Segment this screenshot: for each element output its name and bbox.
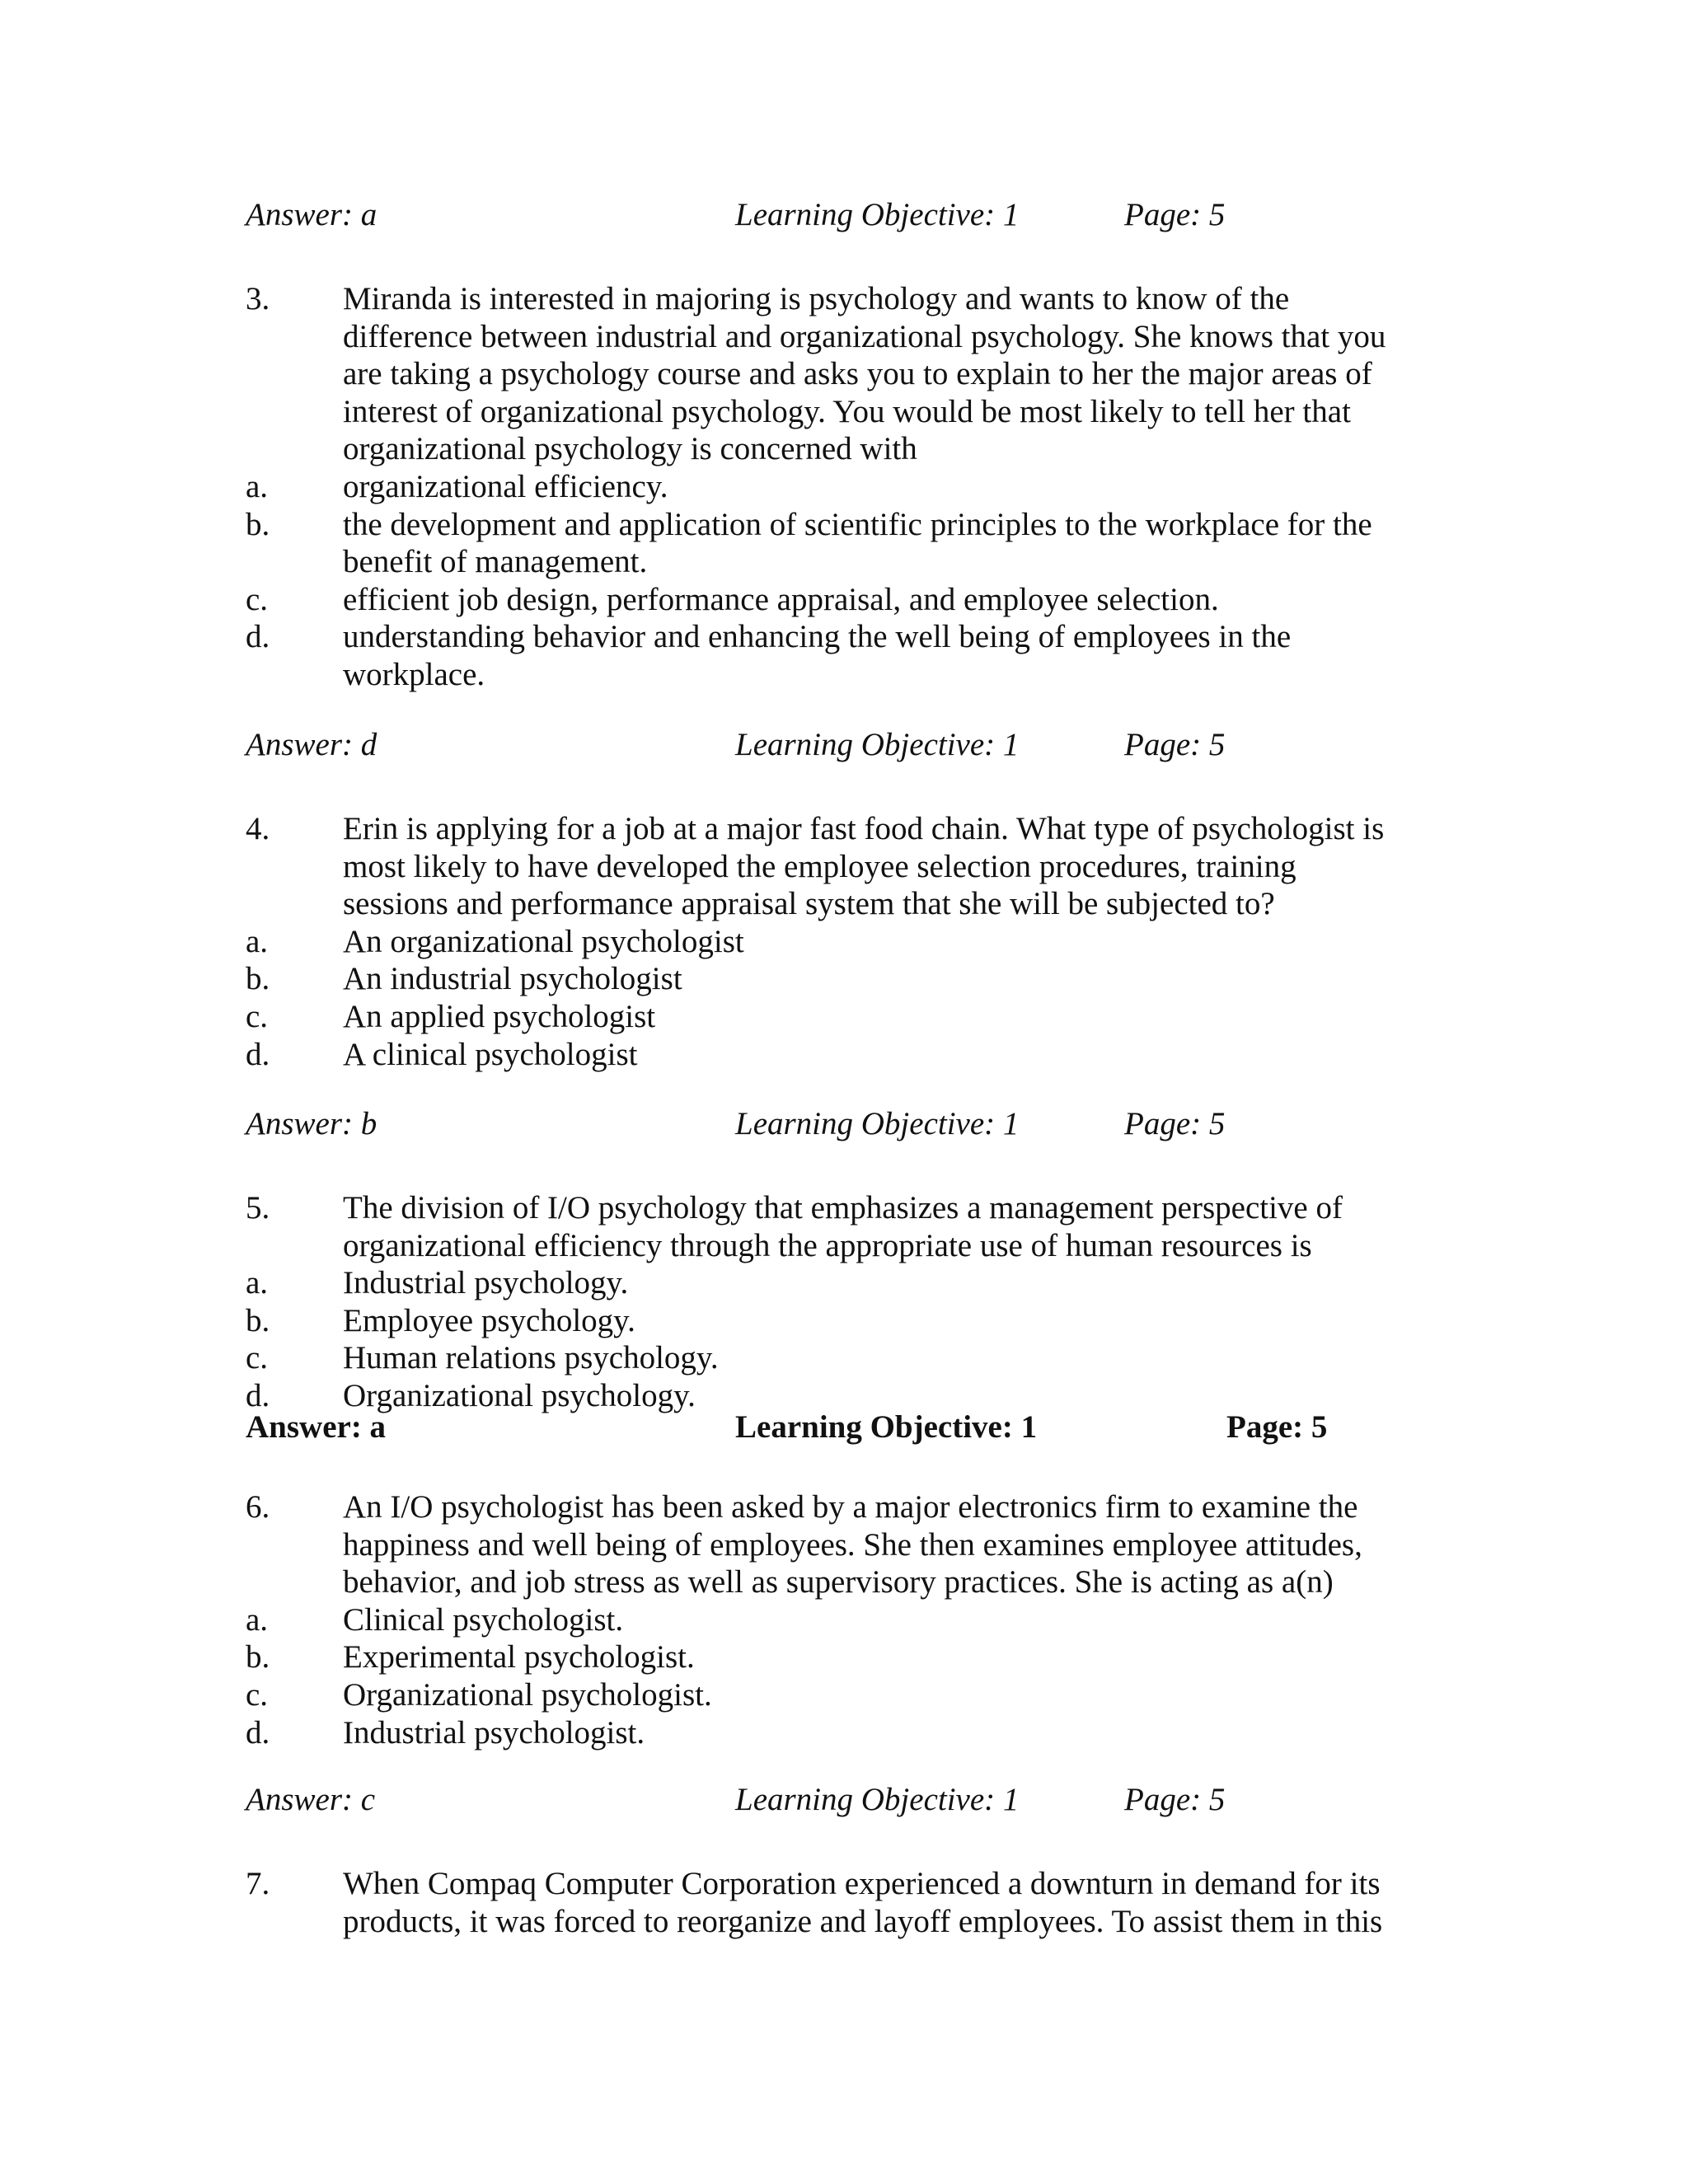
option-letter: d. [246, 1036, 270, 1072]
option-a [246, 1264, 1441, 1302]
option-text: Organizational psychology. [343, 1377, 696, 1413]
learning-objective-label: Learning Objective: 1 [735, 1782, 1020, 1817]
option-d [246, 1036, 1441, 1074]
answer-line [246, 1781, 1416, 1824]
answer-line-bold [246, 1408, 1416, 1451]
answer-line [246, 1105, 1416, 1148]
question-line: organizational psychology is concerned with [343, 431, 917, 467]
question-4 [246, 810, 1441, 1073]
option-letter: d. [246, 1714, 270, 1750]
question-line: When Compaq Computer Corporation experienced a downturn in demand for its [343, 1866, 1381, 1901]
question-line: An I/O psychologist has been asked by a major electronics firm to examine the [343, 1489, 1358, 1525]
question-number: 4. [246, 811, 270, 846]
question-stem [246, 1488, 1441, 1601]
learning-objective-label: Learning Objective: 1 [735, 727, 1020, 762]
answer-label: Answer: a [246, 1409, 387, 1445]
option-text: Human relations psychology. [343, 1340, 719, 1376]
option-b [246, 960, 1441, 998]
option-d [246, 1714, 1441, 1752]
option-text: workplace. [343, 656, 485, 692]
page-reference-label: Page: 5 [1124, 197, 1226, 232]
question-stem [246, 1189, 1441, 1264]
option-a [246, 923, 1441, 961]
option-letter: b. [246, 961, 270, 997]
option-b [246, 1302, 1441, 1340]
option-text: An organizational psychologist [343, 923, 744, 959]
option-c [246, 1339, 1441, 1377]
option-text: organizational efficiency. [343, 468, 668, 504]
learning-objective-label: Learning Objective: 1 [735, 1409, 1038, 1445]
option-b [246, 506, 1441, 581]
question-stem [246, 1865, 1441, 1940]
option-b [246, 1638, 1441, 1676]
page-reference-label: Page: 5 [1124, 1782, 1226, 1817]
option-d [246, 618, 1441, 693]
option-c [246, 581, 1441, 619]
page-reference-label: Page: 5 [1226, 1409, 1328, 1445]
question-line: happiness and well being of employees. She then examines employee attitudes, [343, 1526, 1362, 1563]
question-line: are taking a psychology course and asks you to explain to her the major areas of [343, 356, 1372, 392]
option-text: An industrial psychologist [343, 961, 682, 997]
question-line: Miranda is interested in majoring is psychology and wants to know of the [343, 281, 1290, 316]
question-number: 5. [246, 1190, 270, 1226]
option-text: Experimental psychologist. [343, 1639, 695, 1675]
learning-objective-label: Learning Objective: 1 [735, 1106, 1020, 1141]
learning-objective-label: Learning Objective: 1 [735, 197, 1020, 232]
answer-line [246, 726, 1416, 769]
question-line: interest of organizational psychology. You would be most likely to tell her that [343, 393, 1351, 429]
option-letter: a. [246, 468, 269, 504]
question-7 [246, 1865, 1441, 1940]
option-letter: b. [246, 1639, 270, 1675]
option-a [246, 1601, 1441, 1639]
option-c [246, 998, 1441, 1036]
option-text: Industrial psychologist. [343, 1714, 645, 1750]
question-line: behavior, and job stress as well as supervisory practices. She is acting as a(n) [343, 1564, 1334, 1601]
answer-line [246, 196, 1416, 239]
question-number: 3. [246, 281, 270, 316]
question-number: 6. [246, 1489, 270, 1525]
option-letter: d. [246, 1377, 270, 1413]
option-letter: a. [246, 1265, 269, 1301]
question-line: difference between industrial and organizational psychology. She knows that you [343, 318, 1386, 354]
option-text: efficient job design, performance appraisal, and employee selection. [343, 581, 1219, 617]
answer-label: Answer: a [246, 197, 377, 232]
option-letter: c. [246, 581, 269, 617]
option-text: An applied psychologist [343, 998, 656, 1034]
option-text: the development and application of scientific principles to the workplace for the [343, 506, 1372, 542]
question-line: most likely to have developed the employee selection procedures, training [343, 848, 1296, 884]
option-letter: c. [246, 1340, 269, 1376]
option-text: Industrial psychology. [343, 1265, 629, 1301]
question-stem [246, 280, 1441, 468]
option-text: Clinical psychologist. [343, 1601, 624, 1638]
option-text: understanding behavior and enhancing the well being of employees in the [343, 619, 1292, 655]
option-letter: b. [246, 506, 270, 542]
option-letter: d. [246, 619, 270, 655]
page-reference-label: Page: 5 [1124, 1106, 1226, 1141]
option-text: Employee psychology. [343, 1302, 635, 1338]
question-number: 7. [246, 1866, 270, 1901]
option-c [246, 1676, 1441, 1714]
question-3 [246, 280, 1441, 694]
option-text: A clinical psychologist [343, 1036, 638, 1072]
answer-label: Answer: b [246, 1106, 377, 1141]
question-line: organizational efficiency through the appropriate use of human resources is [343, 1227, 1312, 1263]
option-text: benefit of management. [343, 544, 648, 580]
option-letter: a. [246, 1601, 269, 1638]
answer-label: Answer: d [246, 727, 377, 762]
question-line: The division of I/O psychology that emphasizes a management perspective of [343, 1190, 1343, 1226]
page-reference-label: Page: 5 [1124, 727, 1226, 762]
option-a [246, 468, 1441, 506]
question-6 [246, 1488, 1441, 1751]
question-line: Erin is applying for a job at a major fast food chain. What type of psychologist is [343, 811, 1385, 846]
option-letter: b. [246, 1302, 270, 1338]
answer-label: Answer: c [246, 1782, 376, 1817]
option-letter: c. [246, 1676, 269, 1713]
option-letter: c. [246, 998, 269, 1034]
question-line: products, it was forced to reorganize and layoff employees. To assist them in this [343, 1903, 1383, 1939]
option-letter: a. [246, 923, 269, 959]
question-stem [246, 810, 1441, 923]
question-line: sessions and performance appraisal system that she will be subjected to? [343, 886, 1275, 922]
question-5 [246, 1189, 1441, 1415]
option-text: Organizational psychologist. [343, 1676, 712, 1713]
